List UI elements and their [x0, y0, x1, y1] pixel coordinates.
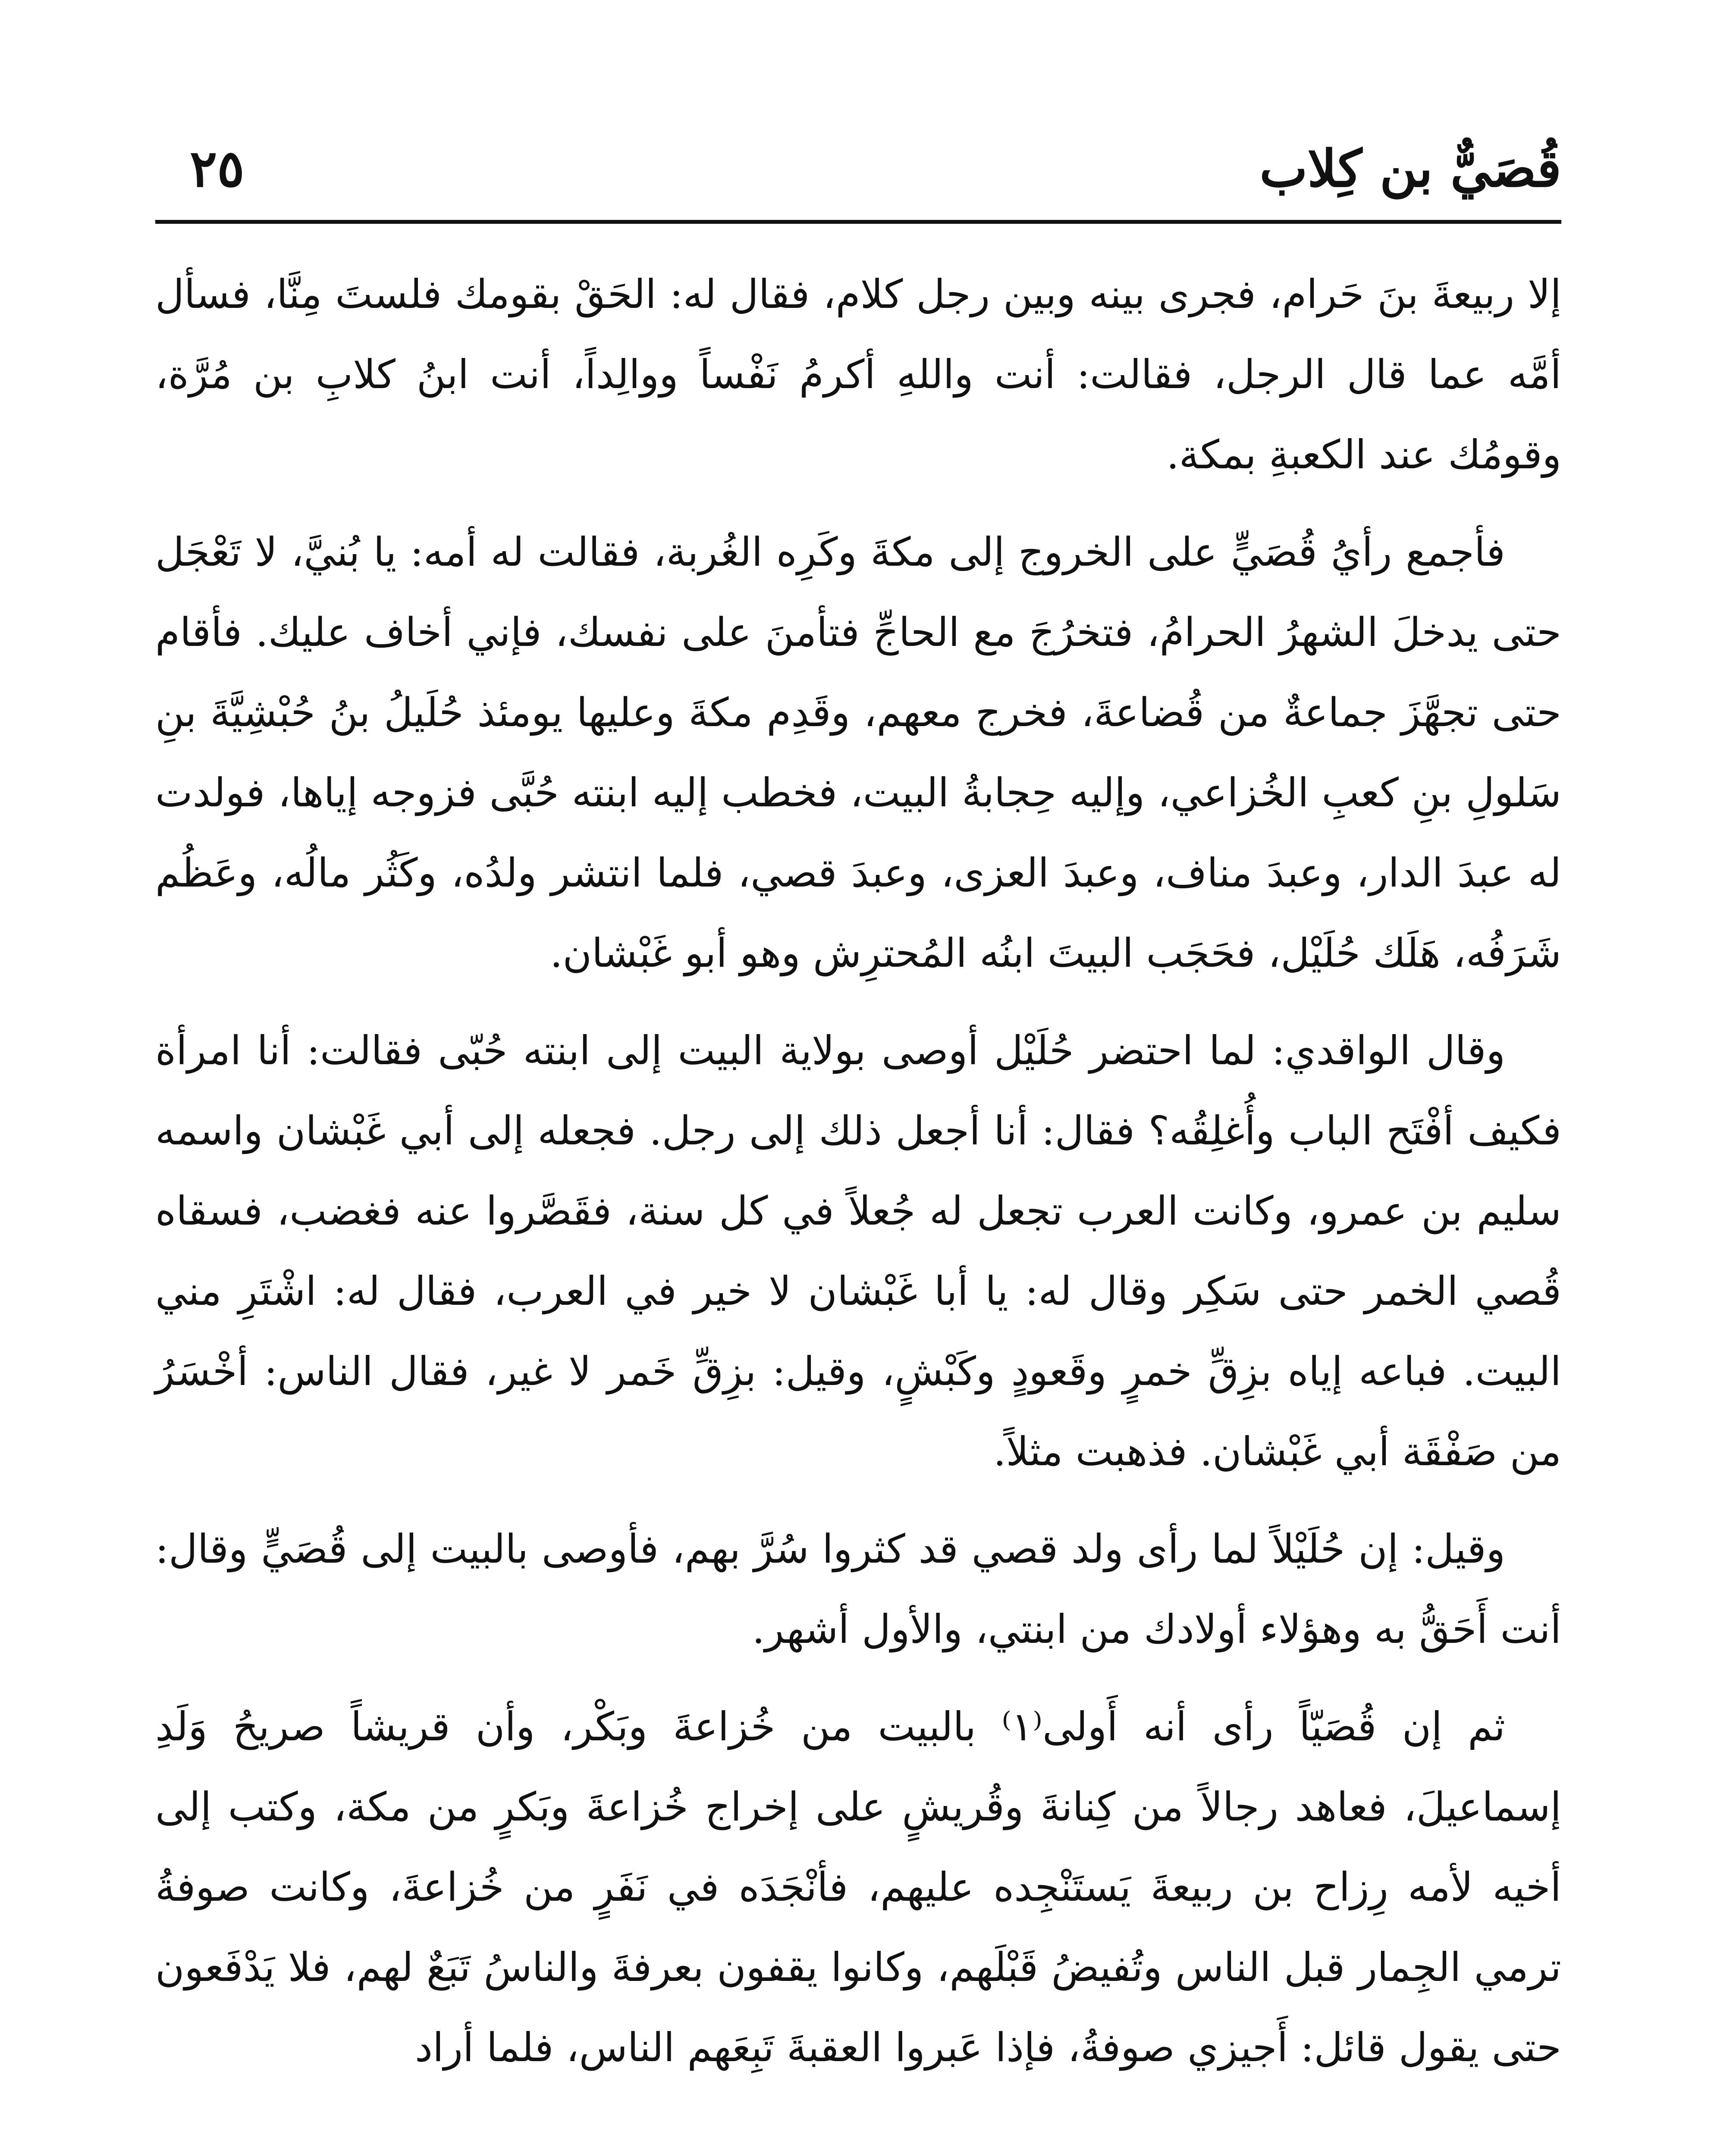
body-text: [155, 254, 1561, 2105]
book-page: [155, 129, 1561, 2156]
page-number: ٢٥: [190, 138, 245, 198]
paragraph-4: وقيل: إن حُلَيْلاً لما رأى ولد قصي قد كثروا سُرَّ بهم، فأوصى بالبيت إلى قُصَيٍّ وقال: أنت أَحَقُّ به وهؤلاء أولادك من ابنتي، والأول أشهر.: [155, 1526, 1561, 1652]
running-head: [155, 129, 1561, 216]
paragraph-5: ثم إن قُصَيّاً رأى أنه أَولى⁽١⁾ بالبيت من خُزاعةَ وبَكْر، وأن قريشاً صريحُ وَلَدِ إسماعيلَ، فعاهد رجالاً من كِنانةَ وقُريشٍ على إخراج خُزاعةَ وبَكرٍ من مكة، وكتب إلى أخيه لأمه رِزاح بن ربيعةَ يَستَنْجِده عليهم، فأنْجَدَه في نَفَرٍ من خُزاعةَ، وكانت صوفةُ ترمي الجِمار قبل الناس وتُفيضُ قَبْلَهم، وكانوا يقفون بعرفةَ والناسُ تَبَعٌ لهم، فلا يَدْفَعون حتى يقول قائل: أَجيزي صوفةُ، فإذا عَبروا العقبةَ تَبِعَهم الناس، فلما أراد: [155, 1704, 1561, 2071]
paragraph-1: إلا ربيعةَ بنَ حَرام، فجرى بينه وبين رجل كلام، فقال له: الحَقْ بقومك فلستَ مِنَّا، فسأل أمَّه عما قال الرجل، فقالت: أنت واللهِ أكرمُ نَفْساً ووالِداً، أنت ابنُ كلابِ بن مُرَّة، وقومُك عند الكعبةِ بمكة.: [155, 271, 1561, 478]
header-rule: [155, 220, 1561, 224]
paragraph-2: فأجمع رأيُ قُصَيٍّ على الخروج إلى مكةَ وكَرِه الغُربة، فقالت له أمه: يا بُنيَّ، لا تَعْجَل حتى يدخلَ الشهرُ الحرامُ، فتخرُجَ مع الحاجِّ فتأمنَ على نفسك، فإني أخاف عليك. فأقام حتى تجهَّزَ جماعةٌ من قُضاعةَ، فخرج معهم، وقَدِم مكةَ وعليها يومئذ حُلَيلُ بنُ حُبْشِيَّةَ بنِ سَلولِ بنِ كعبِ الخُزاعي، وإليه حِجابةُ البيت، فخطب إليه ابنته حُبَّى فزوجه إياها، فولدت له عبدَ الدار، وعبدَ مناف، وعبدَ العزى، وعبدَ قصي، فلما انتشر ولدُه، وكَثُر مالُه، وعَظُم شَرَفُه، هَلَك حُلَيْل، فحَجَب البيتَ ابنُه المُحترِش وهو أبو غَبْشان.: [155, 529, 1561, 976]
chapter-title: قُصَيٌّ بن كِلاب: [1259, 138, 1561, 198]
paragraph-3: وقال الواقدي: لما احتضر حُلَيْل أوصى بولاية البيت إلى ابنته حُبّى فقالت: أنا امرأة فكيف أفْتَح الباب وأُغلِقُه؟ فقال: أنا أجعل ذلك إلى رجل. فجعله إلى أبي غَبْشان واسمه سليم بن عمرو، وكانت العرب تجعل له جُعلاً في كل سنة، فقَصَّروا عنه فغضب، فسقاه قُصي الخمر حتى سَكِر وقال له: يا أبا غَبْشان لا خير في العرب، فقال له: اشْتَرِ مني البيت. فباعه إياه بزِقِّ خمرٍ وقَعودٍ وكَبْشٍ، وقيل: بزِقِّ خَمر لا غير، فقال الناس: أخْسَرُ من صَفْقَة أبي غَبْشان. فذهبت مثلاً.: [155, 1028, 1561, 1475]
